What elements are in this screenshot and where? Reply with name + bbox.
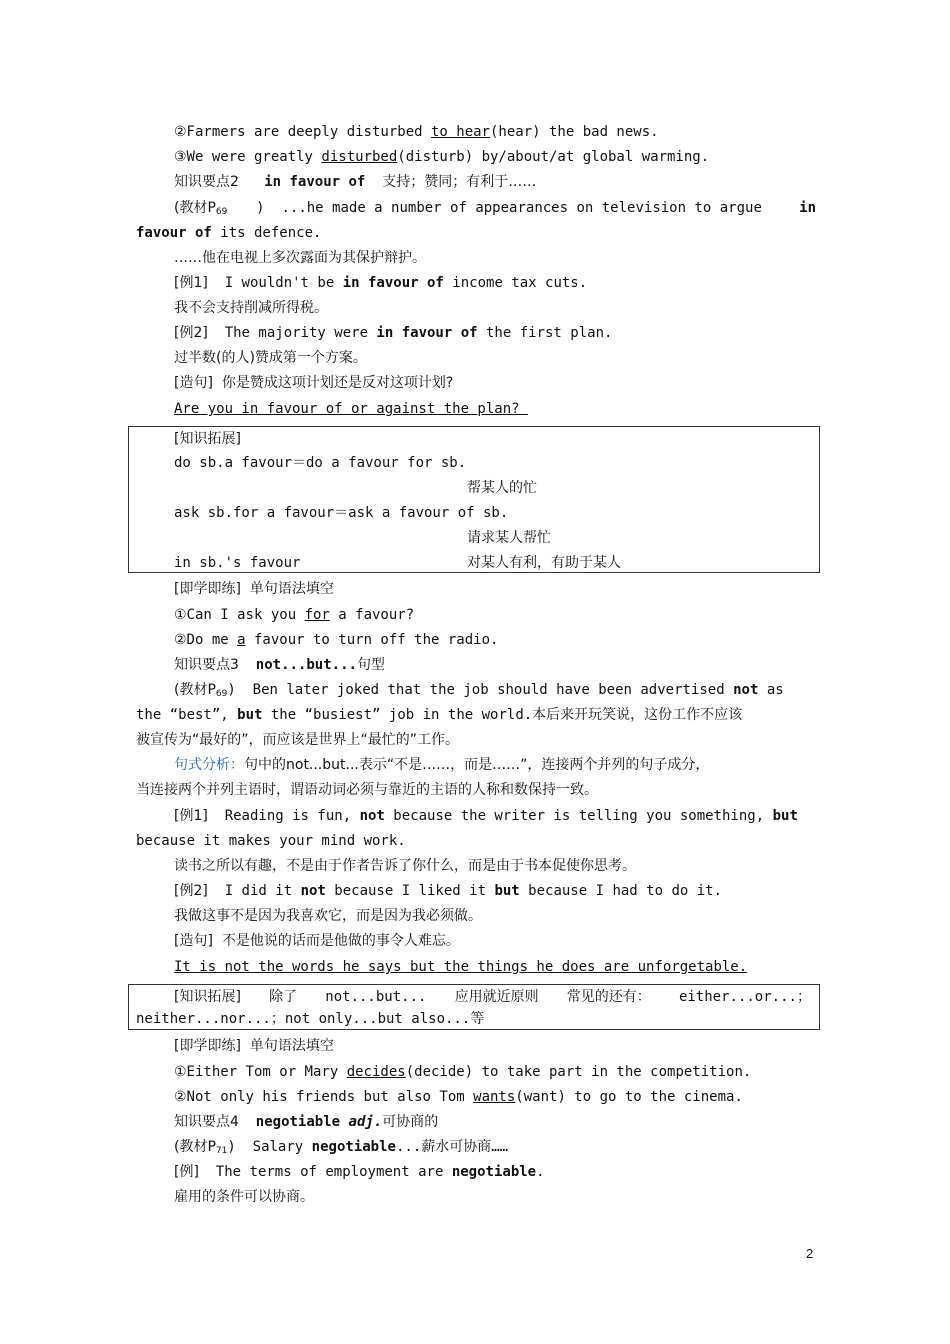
knowledge-point-heading: 知识要点2 in favour of 支持；赞同；有利于…… <box>174 174 537 190</box>
answer: decides <box>346 1064 406 1080</box>
exercise-line: ③We were greatly disturbed(disturb) by/about/at global warming. <box>174 149 710 165</box>
textbook-quote-cont: favour of its defence. <box>136 225 322 241</box>
knowledge-extension-box <box>128 426 820 573</box>
translation: 读书之所以有趣，不是由于作者告诉了你什么，而是由于书本促使你思考。 <box>174 858 636 874</box>
analysis-label: 句式分析： <box>174 757 244 773</box>
make-sentence: [造句] 你是赞成这项计划还是反对这项计划? <box>174 375 454 391</box>
practice-heading: [即学即练] 单句语法填空 <box>174 581 334 597</box>
translation: 雇用的条件可以协商。 <box>174 1189 314 1205</box>
knowledge-point-heading: 知识要点3 not...but...句型 <box>174 657 385 673</box>
example-cont: because it makes your mind work. <box>136 833 406 849</box>
answer: disturbed <box>321 149 398 165</box>
example-1: [例1] I wouldn't be in favour of income tax cuts. <box>174 275 588 291</box>
box-row: neither...nor...；not only...but also...等 <box>136 1011 485 1027</box>
example: [例] The terms of employment are negotiable. <box>174 1164 545 1180</box>
knowledge-extension-box: [知识拓展] 除了 not...but... 应用就近原则 常见的还有： either...or...； neither...nor...；not only...but also...等 <box>128 984 820 1030</box>
answer: to hear <box>430 124 490 140</box>
example-1: [例1] Reading is fun, not because the writer is telling you something, but <box>174 808 798 824</box>
translation: 过半数(的人)赞成第一个方案。 <box>174 350 367 366</box>
practice-question: ②Not only his friends but also Tom wants(want) to go to the cinema. <box>174 1089 743 1105</box>
translation: 我不会支持削减所得税。 <box>174 300 328 316</box>
practice-question: ①Either Tom or Mary decides(decide) to take part in the competition. <box>174 1064 752 1080</box>
exercise-line: ②Farmers are deeply disturbed to hear(hear) the bad news. <box>174 124 659 140</box>
textbook-quote-cont: 被宣传为“最好的”，而应该是世界上“最忙的”工作。 <box>136 732 460 748</box>
practice-question: ①Can I ask you for a favour? <box>174 607 415 623</box>
make-sentence-answer: It is not the words he says but the things he does are unforgetable. <box>174 959 748 975</box>
answer: wants <box>473 1089 516 1105</box>
textbook-quote: (教材$P_{69}$ ) ...he made a number of appearances on television to argue in <box>174 200 816 217</box>
translation: 我做这事不是因为我喜欢它，而是因为我必须做。 <box>174 908 482 924</box>
textbook-quote: (教材$P_{71}$) Salary negotiable...薪水可协商…… <box>174 1139 509 1156</box>
textbook-quote: (教材$P_{69}$) Ben later joked that the job should have been advertised not as <box>174 682 784 699</box>
knowledge-point-heading: 知识要点4 negotiable adj.可协商的 <box>174 1114 439 1130</box>
box-row-meaning: 对某人有利，有助于某人 <box>467 555 621 571</box>
make-sentence-answer: Are you in favour of or against the plan? <box>174 401 529 417</box>
box-row: do sb.a favour＝do a favour for sb. <box>174 455 467 471</box>
page-number: 2 <box>806 1246 814 1261</box>
make-sentence: [造句] 不是他说的话而是他做的事令人难忘。 <box>174 933 460 949</box>
box-row-meaning: 帮某人的忙 <box>467 480 537 496</box>
textbook-quote-cont: the “best”, but the “busiest” job in the world.本后来开玩笑说，这份工作不应该 <box>136 707 743 723</box>
box-title: [知识拓展] <box>174 431 241 447</box>
example-2: [例2] I did it not because I liked it but because I had to do it. <box>174 883 723 899</box>
answer: for <box>304 607 330 623</box>
practice-question: ②Do me a favour to turn off the radio. <box>174 632 499 648</box>
box-row: ask sb.for a favour＝ask a favour of sb. <box>174 505 509 521</box>
box-row-meaning: 请求某人帮忙 <box>467 530 551 546</box>
example-2: [例2] The majority were in favour of the first plan. <box>174 325 613 341</box>
box-row: in sb.'s favour <box>174 555 301 571</box>
practice-heading: [即学即练] 单句语法填空 <box>174 1038 334 1054</box>
answer: a <box>237 632 246 648</box>
sentence-analysis: 句式分析：句中的not...but...表示“不是……，而是……”，连接两个并列的句子成分， <box>174 757 710 773</box>
translation: ……他在电视上多次露面为其保护辩护。 <box>174 250 426 266</box>
sentence-analysis-cont: 当连接两个并列主语时，谓语动词必须与靠近的主语的人称和数保持一致。 <box>136 782 598 798</box>
